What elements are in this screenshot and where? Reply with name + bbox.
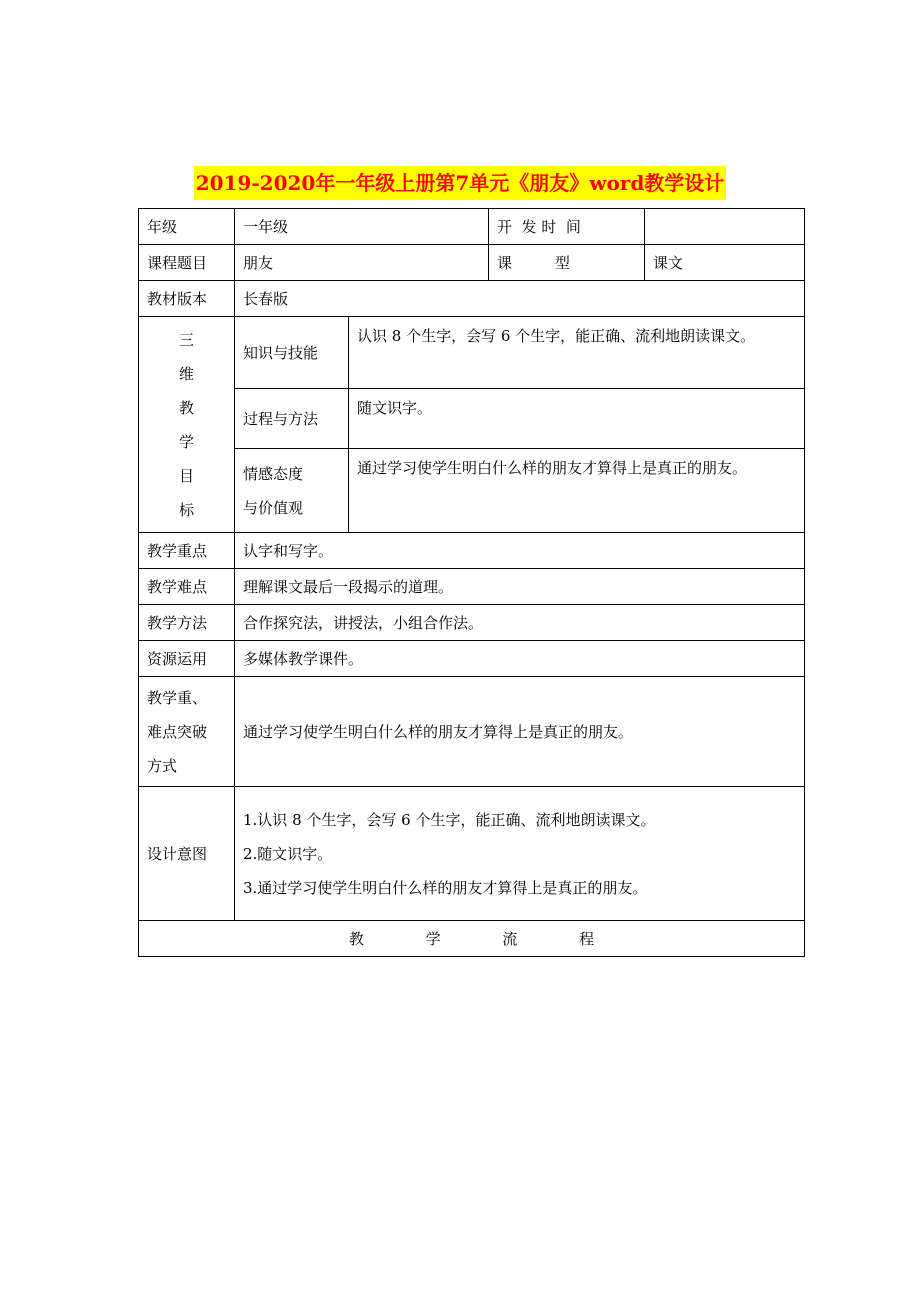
flow-char: 程 (579, 929, 595, 948)
dev-time-label: 开 发 时 间 (489, 209, 645, 245)
row-key (139, 533, 805, 569)
row-flow (139, 921, 805, 957)
breakthrough-label-line: 方式 (147, 756, 178, 775)
difficulty-label: 教学难点 (139, 569, 235, 605)
objectives-label (139, 317, 235, 533)
type-label: 课 型 (489, 245, 645, 281)
objectives-char: 教 (178, 398, 194, 417)
method-label: 教学方法 (139, 605, 235, 641)
row-knowledge (139, 317, 805, 389)
edition-label: 教材版本 (139, 281, 235, 317)
resource-label: 资源运用 (139, 641, 235, 677)
breakthrough-label-line: 教学重、 (147, 688, 208, 707)
emotion-label-line: 情感态度 (243, 464, 304, 483)
row-process (139, 389, 805, 449)
title-wrap (0, 166, 920, 200)
objectives-char: 维 (178, 364, 194, 383)
method-value: 合作探究法，讲授法，小组合作法。 (235, 605, 805, 641)
row-emotion (139, 449, 805, 533)
design-item: 1.认识 8 个生字，会写 6 个生字，能正确、流利地朗读课文。 (243, 810, 656, 829)
emotion-label-line: 与价值观 (243, 498, 304, 517)
objectives-char: 标 (178, 500, 194, 519)
key-value: 认字和写字。 (235, 533, 805, 569)
course-value: 朋友 (235, 245, 489, 281)
edition-value: 长春版 (235, 281, 805, 317)
process-value: 随文识字。 (349, 389, 805, 449)
resource-value: 多媒体教学课件。 (235, 641, 805, 677)
dev-time-value (645, 209, 805, 245)
knowledge-value: 认识 8 个生字，会写 6 个生字，能正确、流利地朗读课文。 (349, 317, 805, 389)
emotion-label (235, 449, 349, 533)
objectives-char: 学 (178, 432, 194, 451)
row-edition (139, 281, 805, 317)
objectives-char: 目 (178, 466, 194, 485)
breakthrough-value: 通过学习使学生明白什么样的朋友才算得上是真正的朋友。 (235, 677, 805, 787)
key-label: 教学重点 (139, 533, 235, 569)
flow-char: 教 (348, 929, 364, 948)
grade-value: 一年级 (235, 209, 489, 245)
row-difficulty (139, 569, 805, 605)
course-label: 课程题目 (139, 245, 235, 281)
objectives-char: 三 (178, 330, 194, 349)
knowledge-label: 知识与技能 (235, 317, 349, 389)
breakthrough-label-line: 难点突破 (147, 722, 208, 741)
flow-char: 流 (502, 929, 518, 948)
emotion-value: 通过学习使学生明白什么样的朋友才算得上是真正的朋友。 (349, 449, 805, 533)
row-grade (139, 209, 805, 245)
document-title: 2019-2020年一年级上册第7单元《朋友》word教学设计 (194, 166, 727, 200)
design-item: 3.通过学习使学生明白什么样的朋友才算得上是真正的朋友。 (243, 878, 648, 897)
process-label: 过程与方法 (235, 389, 349, 449)
breakthrough-label (139, 677, 235, 787)
grade-label: 年级 (139, 209, 235, 245)
row-resource (139, 641, 805, 677)
teaching-flow-heading (139, 921, 805, 957)
row-method (139, 605, 805, 641)
design-label: 设计意图 (139, 787, 235, 921)
row-breakthrough (139, 677, 805, 787)
row-course (139, 245, 805, 281)
design-item: 2.随文识字。 (243, 844, 333, 863)
flow-char: 学 (425, 929, 441, 948)
type-value: 课文 (645, 245, 805, 281)
design-items (235, 787, 805, 921)
row-design (139, 787, 805, 921)
lesson-plan-table (138, 208, 805, 957)
difficulty-value: 理解课文最后一段揭示的道理。 (235, 569, 805, 605)
